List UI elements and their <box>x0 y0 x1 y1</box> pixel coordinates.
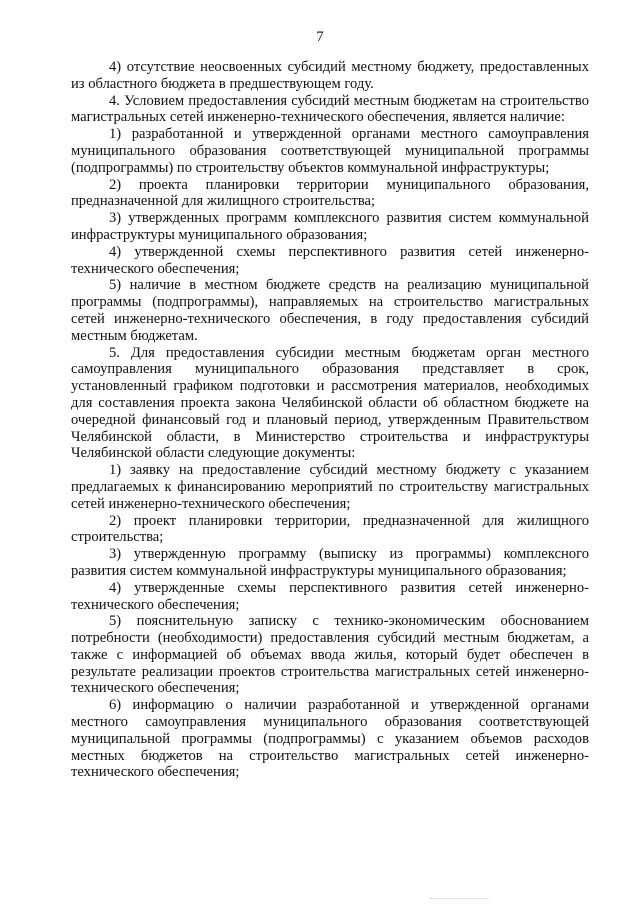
document-body <box>71 59 589 781</box>
paragraph-condition-3: 3) утвержденных программ комплексного развития систем коммунальной инфраструктуры муниципального образования; <box>71 210 589 243</box>
paragraph-condition-5: 5) наличие в местном бюджете средств на реализацию муниципальной программы (подпрограммы), направляемых на строительство магистральных сетей инженерно-технического обеспечения, в году предоставления субсидий местным бюджетам. <box>71 277 589 344</box>
paragraph-condition-2: 2) проекта планировки территории муниципального образования, предназначенной для жилищного строительства; <box>71 176 589 210</box>
paragraph-document-6: 6) информацию о наличии разработанной и утвержденной органами местного самоуправления муниципального образования соответствующей муниципальной программы (подпрограммы) с указанием объемов расходов местных бюджетов на строительство магистральных сетей инженерно-технического обеспечения; <box>71 697 589 781</box>
paragraph-section-4-conditions: 4. Условием предоставления субсидий местным бюджетам на строительство магистральных сетей инженерно-технического обеспечения, является наличие: <box>71 92 589 126</box>
paragraph-section-5-documents: 5. Для предоставления субсидии местным бюджетам орган местного самоуправления муниципального образования представляет в срок, установленный графиком подготовки и рассмотрения материалов, необходимых для составления проекта закона Челябинской области об областном бюджете на очередной финансовый год и плановый период, утвержденным Правительством Челябинской области, в Министерство строительства и инфраструктуры Челябинской области следующие документы: <box>71 344 589 462</box>
paragraph-document-3: 3) утвержденную программу (выписку из программы) комплексного развития систем коммунальной инфраструктуры муниципального образования; <box>71 546 589 579</box>
paragraph-document-1: 1) заявку на предоставление субсидий местному бюджету с указанием предлагаемых к финансированию мероприятий по строительству магистральных сетей инженерно-технического обеспечения; <box>71 462 589 512</box>
paragraph-document-5: 5) пояснительную записку с технико-экономическим обоснованием потребности (необходимости) предоставления субсидий местным бюджетам, а также с информацией об объемах ввода жилья, который будет обеспечен в результате реализации проектов строительства магистральных сетей инженерно-технического обеспечения; <box>71 613 589 697</box>
page-number: 7 <box>316 29 324 45</box>
paragraph-item-4-no-unspent-subsidies: 4) отсутствие неосвоенных субсидий местному бюджету, предоставленных из областного бюджета в предшествующем году. <box>71 59 589 92</box>
paragraph-document-4: 4) утвержденные схемы перспективного развития сетей инженерно-технического обеспечения; <box>71 579 589 613</box>
paragraph-document-2: 2) проект планировки территории, предназначенной для жилищного строительства; <box>71 512 589 546</box>
paragraph-condition-1: 1) разработанной и утвержденной органами местного самоуправления муниципального образования соответствующей муниципальной программы (подпрограммы) по строительству объектов коммунальной инфраструктуры; <box>71 126 589 176</box>
paragraph-condition-4: 4) утвержденной схемы перспективного развития сетей инженерно-технического обеспечения; <box>71 243 589 277</box>
scan-footer-mark <box>430 898 490 901</box>
